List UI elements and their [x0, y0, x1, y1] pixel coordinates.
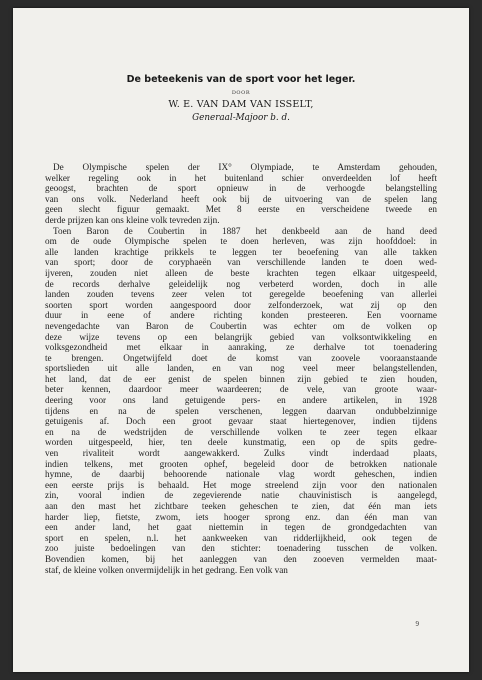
- text-line: soorten sport worden aangespoord door zelfonderzoek, wat zij op den: [45, 299, 437, 310]
- text-line: worden uitgespeeld, hier, ten deele kunstmatig, een op de spits gedre-: [45, 437, 437, 448]
- text-line: ijveren, zouden niet alleen de beste krachten tegen elkaar uitgespeeld,: [45, 267, 437, 278]
- text-line: sportslieden uit alle landen, en van nog veel meer belangstellenden,: [45, 363, 437, 374]
- text-line: zoo juiste bedoelingen van den stichter: toenadering tusschen de volken.: [45, 543, 437, 554]
- document-page: [13, 8, 469, 672]
- text-line: het land, dat de eer genist de spelen binnen zijn gebied te zien houden,: [45, 373, 437, 384]
- text-line: alle landen krachtige prikkels te leggen ter beoefening van alle takken: [45, 246, 437, 257]
- text-line: duur in eene of andere richting konden presteeren. Een voorname: [45, 310, 437, 321]
- text-line: De Olympische spelen der IX° Olympiade, te Amsterdam gehouden,: [53, 162, 437, 172]
- text-line: Bovendien komen, bij het aanleggen van den zooeven vermelden maat-: [45, 553, 437, 564]
- author-rank: Generaal-Majoor b. d.: [192, 113, 290, 123]
- text-line: staf, de kleine volken onvermijdelijk in het gedrang. Een volk van: [45, 564, 288, 575]
- text-line: een eerste prijs is behaald. Het moge streelend zijn voor den nationalen: [45, 479, 437, 490]
- text-line: welker regeling ook in het buitenland schier onverdeelden lof heeft: [45, 172, 437, 183]
- text-line: hymne, de daarbij behoorende nationale vlag wordt geheschen, indien: [45, 469, 437, 480]
- text-line: om de oude Olympische spelen te doen herleven, was zijn hoofddoel: in: [45, 236, 437, 247]
- text-line: sport en spelen, n.l. het aankweeken van ridderlijkheid, ook tegen de: [45, 532, 437, 543]
- text-line: de records derhalve geleidelijk nog verbeterd worden, doch in alle: [45, 278, 437, 289]
- text-line: ven rivaliteit wordt aangewakkerd. Zulks vindt inderdaad plaats,: [45, 448, 437, 459]
- text-line: getuigenis af. Doch een groot gevaar staat hiertegenover, indien tijdens: [45, 416, 437, 427]
- text-line: te brengen. Ongetwijfeld doet de komst van zoovele vooraanstaande: [45, 352, 437, 363]
- text-line: deering voor ons land getuigende pers- en andere artikelen, in 1928: [45, 395, 437, 406]
- text-line: geoogst, brachten de sport opnieuw in de verhoogde belangstelling: [45, 183, 437, 194]
- text-line: nevengedachte van Baron de Coubertin was echter om de volken op: [45, 320, 437, 331]
- text-line: geen slecht figuur gemaakt. Met 8 eerste en verscheidene tweede en: [45, 204, 437, 215]
- byline-prefix: DOOR: [231, 90, 251, 96]
- text-line: harder liep, fietste, zwom, iets hooger sprong enz. dan één man van: [45, 511, 437, 522]
- text-line: deze wijze tevens op een belangrijk gebied van volksontwikkeling en: [45, 331, 437, 342]
- text-line: derde prijzen kan ons kleine volk tevreden zijn.: [45, 214, 220, 225]
- text-line: zin, vooral indien de zegevierende natie chauvinistisch is aangelegd,: [45, 490, 437, 501]
- text-line: beter kennen, daardoor meer waardeeren; de vele, van groote waar-: [45, 384, 437, 395]
- text-line: een ander land, het gaat niettemin in tegen de grondgedachten van: [45, 522, 437, 533]
- text-line: Toen Baron de Coubertin in 1887 het denkbeeld aan de hand deed: [53, 225, 437, 236]
- text-line: landen zouden tevens zeer velen tot geregelde beoefening van allerlei: [45, 289, 437, 300]
- text-line: volksgezondheid met elkaar in aanraking, ze derhalve tot toenadering: [45, 342, 437, 353]
- article-body: [45, 162, 437, 575]
- text-line: van ons volk. Nederland heeft ook bij de uitvoering van de spelen lang: [45, 193, 437, 204]
- text-line: van sport; door de coryphaeën van verschillende landen te doen wed-: [45, 257, 437, 268]
- text-line: tijdens en na de spelen verschenen, leggen daarvan ondubbelzinnige: [45, 405, 437, 416]
- text-line: en na de wedstrijden de verschillende volken te zeer tegen elkaar: [45, 426, 437, 437]
- text-line: indien telkens, met grooten ophef, begeleid door de betrokken nationale: [45, 458, 437, 469]
- article-title: De beteekenis van de sport voor het leger.: [126, 74, 356, 85]
- author-name: W. E. VAN DAM VAN ISSELT,: [168, 99, 314, 110]
- page-number: 9: [415, 620, 419, 628]
- text-line: aan den mast het zichtbare teeken geheschen te zien, dat één man iets: [45, 501, 437, 511]
